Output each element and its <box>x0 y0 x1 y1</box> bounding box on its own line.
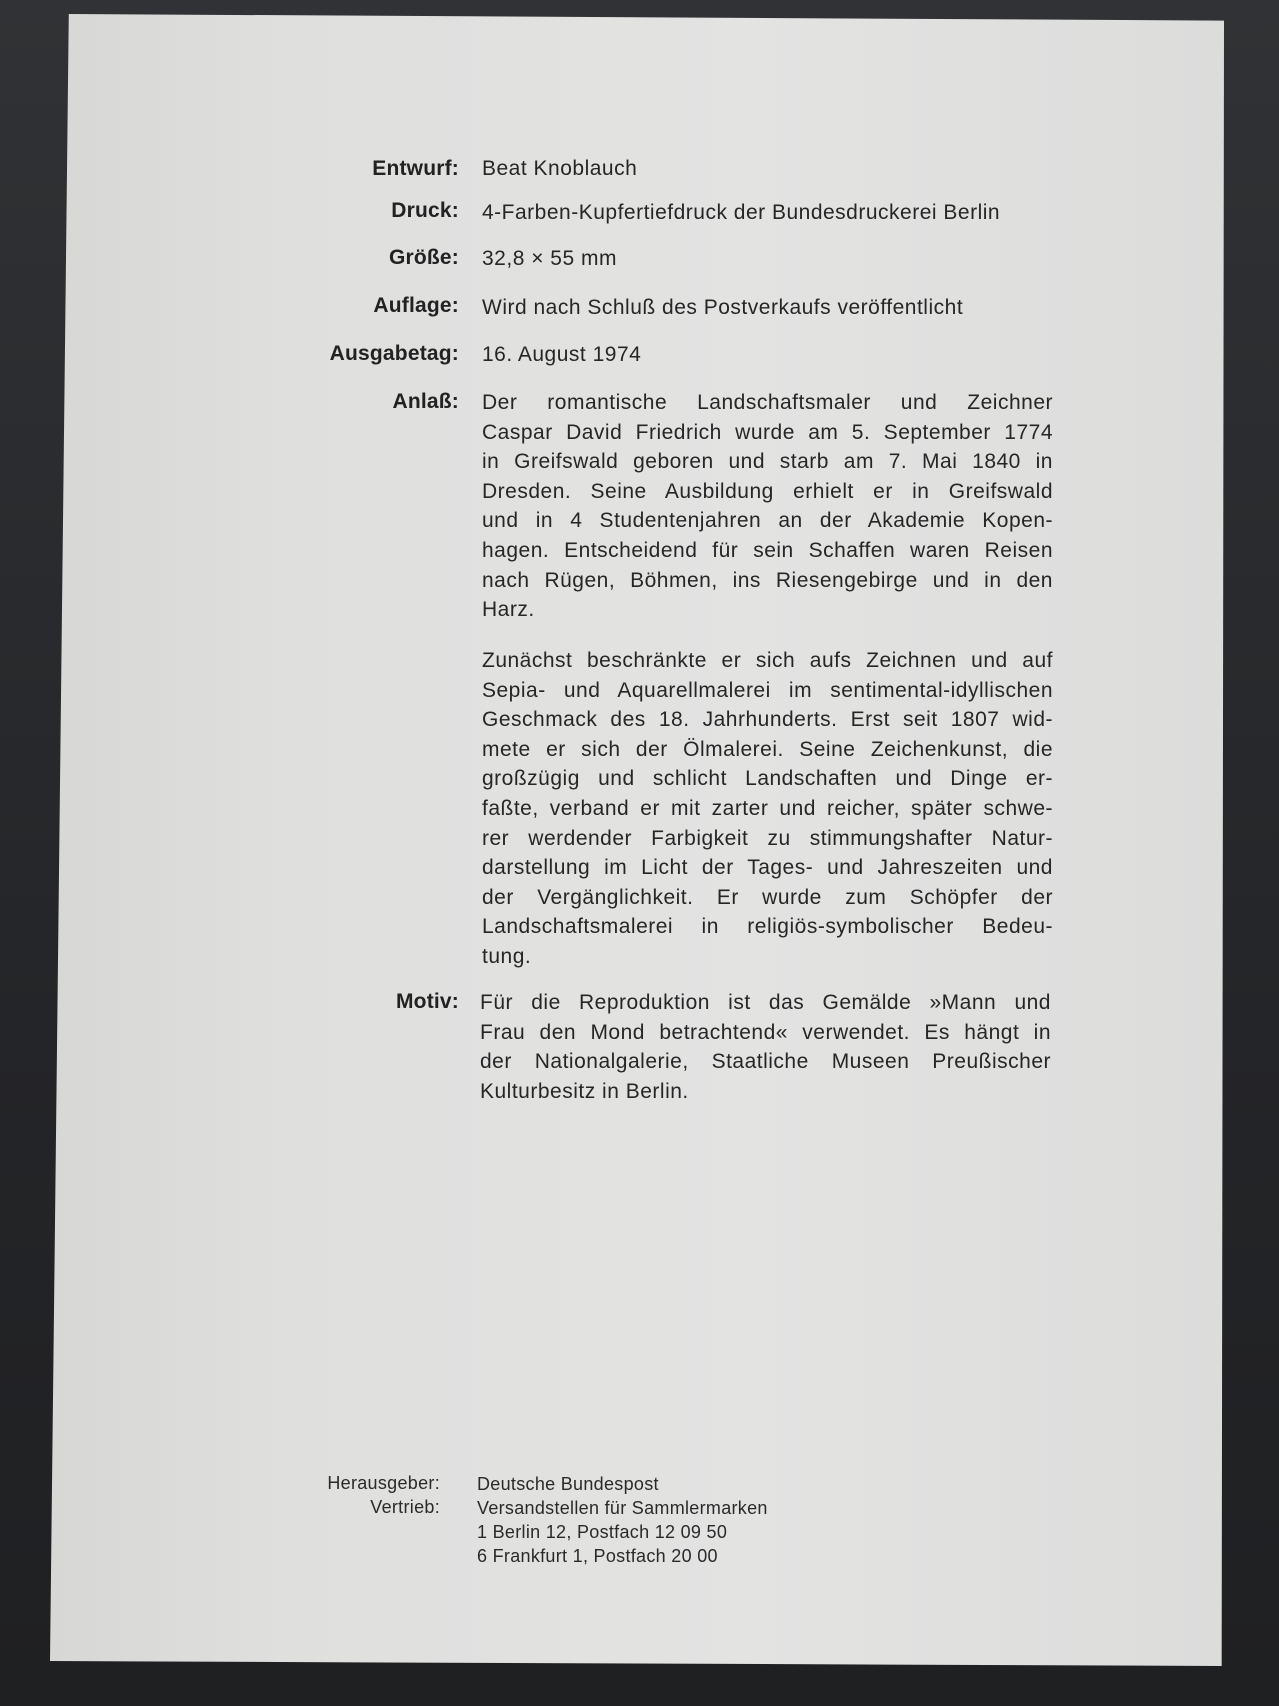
anlass-label: Anlaß: <box>392 390 459 413</box>
text-line: Frau den Mond betrachtend« verwendet. Es hängt in <box>480 1020 1051 1044</box>
motiv-paragraph <box>480 988 1051 1106</box>
text-line: darstellung im Licht der Tages- und Jahreszeiten und <box>482 856 1053 880</box>
text-line: Der romantische Landschaftsmaler und Zeichner <box>482 391 1053 414</box>
text-line: faßte, verband er mit zarter und reicher, später schwe- <box>482 796 1053 820</box>
text-line: mete er sich der Ölmalerei. Seine Zeichenkunst, die <box>482 737 1053 761</box>
text-line: Sepia- und Aquarellmalerei im sentimental-idyllischen <box>482 678 1053 702</box>
auflage-value: Wird nach Schluß des Postverkaufs veröffentlicht <box>482 296 964 319</box>
anlass-paragraph-1 <box>482 388 1053 625</box>
entwurf-label: Entwurf: <box>372 157 459 180</box>
text-line: Dresden. Seine Ausbildung erhielt er in Greifswald <box>482 479 1053 503</box>
text-line: hagen. Entscheidend für sein Schaffen waren Reisen <box>482 538 1053 562</box>
text-line: Zunächst beschränkte er sich aufs Zeichnen und auf <box>482 649 1053 672</box>
text-line: Caspar David Friedrich wurde am 5. September 1774 <box>482 420 1053 444</box>
text-line: in Greifswald geboren und starb am 7. Mai 1840 in <box>482 450 1053 474</box>
distribution-name: Versandstellen für Sammlermarken <box>477 1498 768 1518</box>
ausgabetag-value: 16. August 1974 <box>482 343 642 366</box>
text-line: Harz. <box>482 598 535 622</box>
publisher-name: Deutsche Bundespost <box>477 1474 659 1494</box>
groesse-label: Größe: <box>388 246 459 269</box>
text-line: Für die Reproduktion ist das Gemälde »Mann und <box>480 991 1051 1014</box>
druck-value: 4-Farben-Kupfertiefdruck der Bundesdruckerei Berlin <box>482 201 1001 224</box>
motiv-label: Motiv: <box>395 990 459 1013</box>
text-line: nach Rügen, Böhmen, ins Riesengebirge und in den <box>482 568 1053 592</box>
entwurf-value: Beat Knoblauch <box>482 157 638 180</box>
anlass-paragraph-2 <box>482 646 1053 972</box>
text-line: großzügig und schlicht Landschaften und Dinge er- <box>482 767 1053 791</box>
address-berlin: 1 Berlin 12, Postfach 12 09 50 <box>477 1522 728 1542</box>
address-frankfurt: 6 Frankfurt 1, Postfach 20 00 <box>477 1546 718 1566</box>
vertrieb-label: Vertrieb: <box>370 1497 440 1517</box>
text-line: Kulturbesitz in Berlin. <box>480 1079 689 1103</box>
groesse-value: 32,8 × 55 mm <box>482 247 617 270</box>
auflage-label: Auflage: <box>373 294 459 317</box>
text-line: der Nationalgalerie, Staatliche Museen Preußischer <box>480 1050 1051 1074</box>
text-line: und in 4 Studentenjahren an der Akademie Kopen- <box>482 509 1053 533</box>
druck-label: Druck: <box>391 199 459 222</box>
text-line: tung. <box>482 944 532 968</box>
text-line: rer werdender Farbigkeit zu stimmungshafter Natur- <box>482 826 1053 850</box>
ausgabetag-label: Ausgabetag: <box>329 342 459 365</box>
text-line: der Vergänglichkeit. Er wurde zum Schöpfer der <box>482 885 1053 909</box>
herausgeber-label: Herausgeber: <box>327 1473 440 1493</box>
text-line: Geschmack des 18. Jahrhunderts. Erst seit 1807 wid- <box>482 708 1053 732</box>
footer-address <box>477 1472 768 1568</box>
text-line: Landschaftsmalerei in religiös-symbolischer Bedeu- <box>482 915 1053 939</box>
